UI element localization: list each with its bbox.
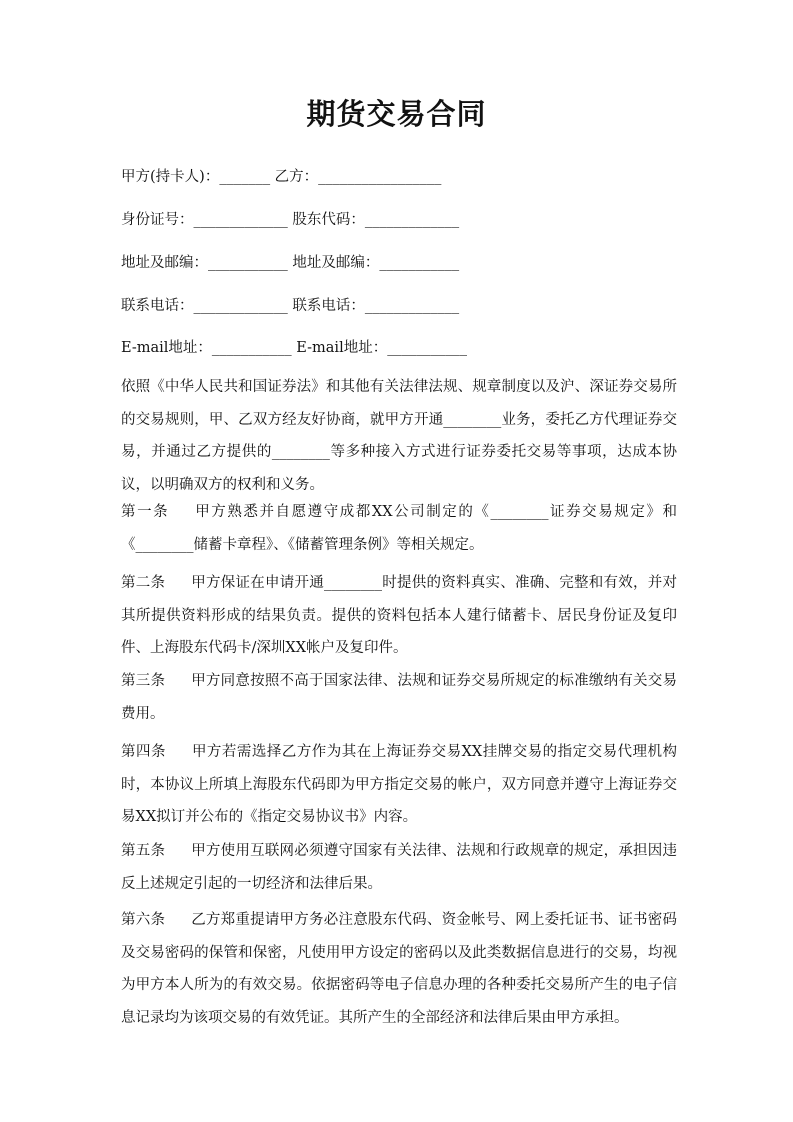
article-1 <box>121 496 677 561</box>
article-text: 甲方若需选择乙方作为其在上海证券交易XX挂牌交易的指定交易代理机构时，本协议上所填上海股东代码即为甲方指定交易的帐户，双方同意并遵守上海证券交易XX拟订并公布的《指定交易协议书》内容。 <box>121 744 677 825</box>
article-text: 乙方郑重提请甲方务必注意股东代码、资金帐号、网上委托证书、证书密码及交易密码的保管和保密，凡使用甲方设定的密码以及此类数据信息进行的交易，均视为甲方本人所为的有效交易。依据密码等电子信息办理的各种委托交易所产生的电子信息记录均为该项交易的有效凭证。其所产生的全部经济和法律后果由甲方承担。 <box>121 912 677 1026</box>
article-heading: 第一条 <box>121 504 170 520</box>
intro-paragraph: 依照《中华人民共和国证券法》和其他有关法律法规、规章制度以及沪、深证券交易所的交易规则，甲、乙双方经友好协商，就甲方开通________业务，委托乙方代理证券交易，并通过乙方提供的________等多种接入方式进行证券委托交易等事项，达成本协议，以明确双方的权利和义务。 <box>121 379 677 493</box>
article-2 <box>121 567 677 665</box>
article-heading: 第二条 <box>121 575 166 591</box>
article-text: 甲方保证在申请开通________时提供的资料真实、准确、完整和有效，并对其所提供资料形成的结果负责。提供的资料包括本人建行储蓄卡、居民身份证及复印件、上海股东代码卡/深圳XX帐户及复印件。 <box>121 575 677 656</box>
article-text: 甲方使用互联网必须遵守国家有关法律、法规和行政规章的规定，承担因违反上述规定引起的一切经济和法律后果。 <box>121 843 677 892</box>
article-3 <box>121 665 677 730</box>
article-heading: 第三条 <box>121 673 166 689</box>
article-5 <box>121 835 677 900</box>
document-title: 期货交易合同 <box>306 97 487 131</box>
party-name-line: 甲方(持卡人)：_______ 乙方：_________________ <box>121 169 442 185</box>
article-text: 甲方熟悉并自愿遵守成都XX公司制定的《________证券交易规定》和《________储蓄卡章程》、《储蓄管理条例》等相关规定。 <box>121 504 677 553</box>
id-number-line: 身份证号：_____________ 股东代码：_____________ <box>121 212 460 228</box>
article-6 <box>121 904 677 1034</box>
article-heading: 第四条 <box>121 744 166 760</box>
phone-line: 联系电话：_____________ 联系电话：_____________ <box>121 298 460 314</box>
article-text: 甲方同意按照不高于国家法律、法规和证券交易所规定的标准缴纳有关交易费用。 <box>121 673 677 722</box>
article-heading: 第五条 <box>121 843 166 859</box>
email-line: E-mail地址：___________ E-mail地址：___________ <box>121 340 467 356</box>
article-4 <box>121 736 677 834</box>
article-heading: 第六条 <box>121 912 166 928</box>
address-line: 地址及邮编：___________ 地址及邮编：___________ <box>121 255 460 271</box>
